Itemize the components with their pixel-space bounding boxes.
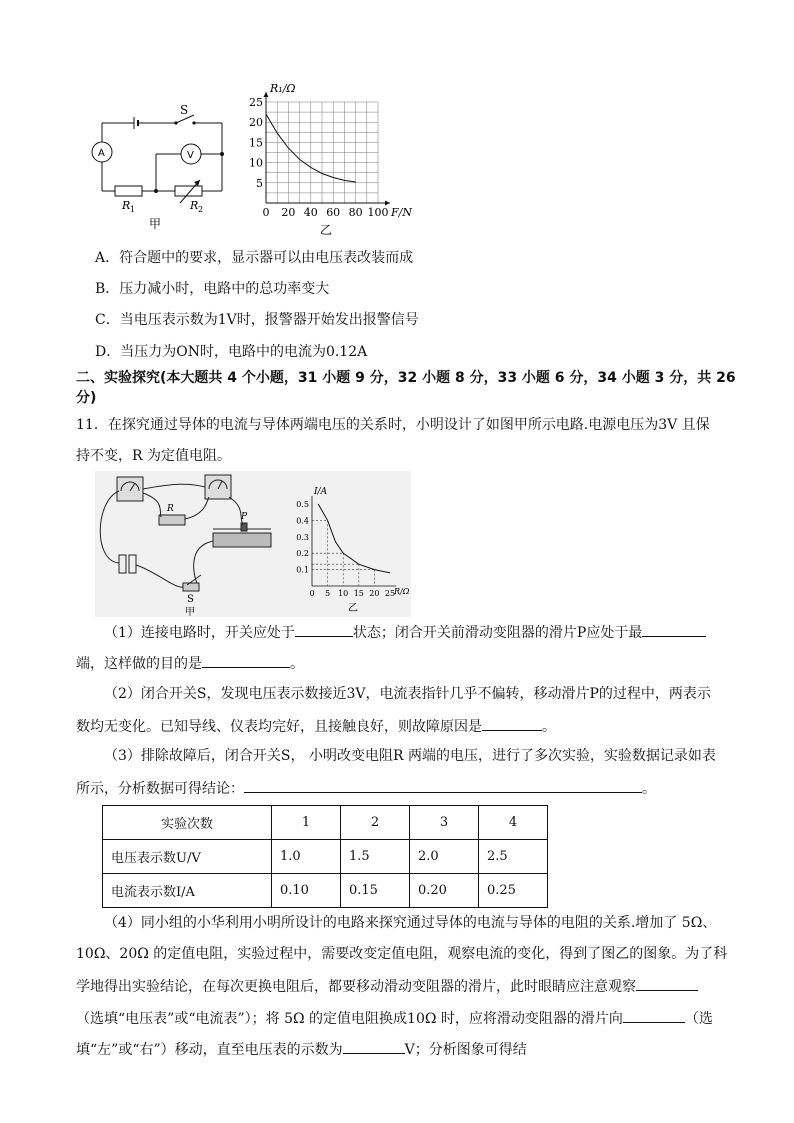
table-header-cell: 4 (479, 806, 548, 840)
chart1-x-tick-label: 0 (262, 206, 270, 219)
chart1-y-tick-label: 5 (256, 176, 263, 190)
chart1-x-tick-label: 40 (303, 206, 318, 219)
chart1-caption: 乙 (320, 223, 333, 237)
chart2-y-axis-label: I/A (314, 487, 328, 497)
table-header-cell: 1 (272, 806, 341, 840)
q11-part4-text-c: 学地得出实验结论，在每次更换电阻后，都要移动滑动变阻器的滑片，此时眼睛应注意观察 (76, 979, 636, 995)
chart1-x-tick-label: 60 (326, 206, 341, 219)
answer-blank-conclusion[interactable] (244, 777, 642, 793)
photo-switch-label: S (187, 594, 194, 605)
chart2-y-tick-label: 0.3 (296, 532, 309, 542)
q11-part1-text-d: 。 (290, 656, 304, 672)
table-cell: 2.0 (410, 840, 479, 874)
chart2-y-tick-label: 0.2 (296, 549, 309, 559)
table-cell: 0.15 (341, 874, 410, 908)
chart1-x-axis-label: F/N (391, 206, 412, 219)
option-a: A．符合题中的要求，显示器可以由电压表改装而成 (95, 250, 414, 266)
section-heading-line2: 分) (76, 390, 97, 406)
figure1-caption: 甲 (149, 217, 162, 231)
r1-label: R (122, 199, 131, 212)
photo-r-label: R (167, 504, 174, 514)
chart1-x-tick-label: 80 (348, 206, 363, 219)
q11-part4-text-f: 填“左”或“右”）移动，直至电压表的示数为 (76, 1042, 343, 1058)
chart1-y-arrow (264, 92, 269, 97)
chart1-y-tick-label: 15 (249, 136, 263, 150)
table-header-cell: 3 (410, 806, 479, 840)
q11-part1-line1 (104, 621, 706, 643)
answer-blank-purpose[interactable] (202, 652, 290, 668)
chart1-y-axis-label: R₁/Ω (270, 82, 296, 95)
chart2-x-tick-label: 0 (309, 589, 315, 598)
q11-part4-line4 (76, 1007, 713, 1029)
chart2-caption: 乙 (348, 603, 358, 614)
chart1-y-tick-label: 20 (249, 116, 263, 130)
answer-blank-fault-reason[interactable] (482, 715, 542, 731)
q11-part1-text-c: 端，这样做的目的是 (76, 656, 202, 672)
section-heading-line1: 二、实验探究(本大题共 4 个小题，31 小题 9 分，32 小题 8 分，33 小题 6 分，34 小题 3 分，共 26 (76, 370, 736, 386)
data-table (102, 805, 548, 908)
chart-r1-vs-force (246, 80, 421, 240)
q11-part4-text-e: （选 (684, 1011, 713, 1027)
chart2-y-tick-label: 0.5 (296, 500, 309, 509)
r1-subscript: 1 (130, 205, 136, 214)
chart-current-vs-resistance (290, 482, 410, 617)
table-cell: 1.5 (341, 840, 410, 874)
q11-intro-line1: 11．在探究通过导体的电流与导体两端电压的关系时，小明设计了如图甲所示电路.电源电压为3V 且保 (76, 417, 710, 433)
photo-p-label: P (241, 512, 248, 522)
q11-part2-text-c: 。 (542, 719, 556, 735)
chart2-x-axis-label: R/Ω (394, 587, 410, 596)
q11-part4-line3 (76, 975, 698, 997)
apparatus-drawing (95, 471, 285, 617)
table-cell: 0.25 (479, 874, 548, 908)
r2-label: R (190, 199, 199, 212)
chart1-x-tick-label: 20 (281, 206, 296, 219)
q11-part4-text-d: （选填“电压表”或“电流表”）；将 5Ω 的定值电阻换成10Ω 时，应将滑动变阻器的滑片向 (76, 1011, 623, 1027)
chart2-y-tick-label: 0.1 (296, 565, 309, 575)
photo-caption: 甲 (185, 607, 195, 617)
chart2-y-tick-label: 0.4 (296, 516, 309, 526)
q11-part1-line2 (76, 652, 304, 674)
chart2-x-tick-label: 15 (353, 589, 364, 598)
table-row (103, 874, 548, 908)
chart1-y-tick-label: 25 (249, 96, 263, 109)
q11-part4-line2: 10Ω、20Ω 的定值电阻，实验过程中，需要改变定值电阻，观察电流的变化，得到了图乙的图象。为了科 (76, 946, 728, 962)
q11-part3-line2 (76, 777, 656, 799)
switch-label: S (180, 103, 189, 117)
table-cell: 2.5 (479, 840, 548, 874)
chart2-x-tick-label: 10 (338, 589, 349, 598)
circuit-diagram (90, 100, 240, 235)
voltmeter-label: V (187, 150, 194, 161)
table-cell: 电流表示数I/A (103, 874, 272, 908)
chart1-x-arrow (385, 201, 390, 206)
q11-part3-text-c: 。 (642, 781, 656, 797)
answer-blank-voltage-value[interactable] (343, 1038, 405, 1054)
table-cell: 电压表示数U/V (103, 840, 272, 874)
q11-intro-line2: 持不变，R 为定值电阻。 (76, 448, 231, 464)
table-header-cell: 实验次数 (103, 806, 272, 840)
table-header-cell: 2 (341, 806, 410, 840)
table-cell: 0.20 (410, 874, 479, 908)
q11-part2-text-b: 数均无变化。已知导线、仪表均完好，且接触良好，则故障原因是 (76, 719, 482, 735)
q11-part2-line2 (76, 715, 556, 737)
chart1-y-tick-label: 10 (249, 156, 263, 170)
table-header-row (103, 806, 548, 840)
q11-part1-text-b: 状态；闭合开关前滑动变阻器的滑片P应处于最 (352, 625, 643, 641)
answer-blank-slider-direction[interactable] (623, 1007, 685, 1023)
q11-part4-line1: （4）同小组的小华利用小明所设计的电路来探究通过导体的电流与导体的电阻的关系.增加了 5Ω、 (104, 915, 717, 931)
q11-part2-line1: （2）闭合开关S，发现电压表示数接近3V，电流表指针几乎不偏转，移动滑片P的过程中，两表示 (104, 686, 711, 702)
chart2-x-tick-label: 5 (325, 589, 331, 598)
option-b: B．压力减小时，电路中的总功率变大 (95, 281, 330, 297)
q11-part4-line5 (76, 1038, 527, 1060)
option-c: C．当电压表示数为1V时，报警器开始发出报警信号 (95, 312, 419, 328)
answer-blank-slider-end[interactable] (642, 621, 706, 637)
option-d: D．当压力为ON时，电路中的电流为0.12A (95, 344, 368, 360)
q11-part3-text-b: 所示，分析数据可得结论： (76, 781, 244, 797)
r2-subscript: 2 (198, 205, 204, 214)
chart2-series-line (318, 504, 390, 573)
q11-part1-text-a: （1）连接电路时，开关应处于 (104, 625, 295, 641)
q11-part4-text-g: V；分析图象可得结 (404, 1042, 527, 1058)
chart1-x-tick-label: 100 (367, 206, 389, 219)
table-cell: 1.0 (272, 840, 341, 874)
answer-blank-switch-state[interactable] (295, 621, 353, 637)
table-row (103, 840, 548, 874)
ammeter-label: A (98, 148, 105, 159)
table-cell: 0.10 (272, 874, 341, 908)
q11-part3-line1: （3）排除故障后，闭合开关S， 小明改变电阻R 两端的电压，进行了多次实验，实验数据记录如表 (104, 748, 716, 764)
chart2-x-tick-label: 25 (384, 589, 396, 598)
answer-blank-observe-meter[interactable] (636, 975, 698, 991)
chart2-x-tick-label: 20 (369, 589, 380, 598)
